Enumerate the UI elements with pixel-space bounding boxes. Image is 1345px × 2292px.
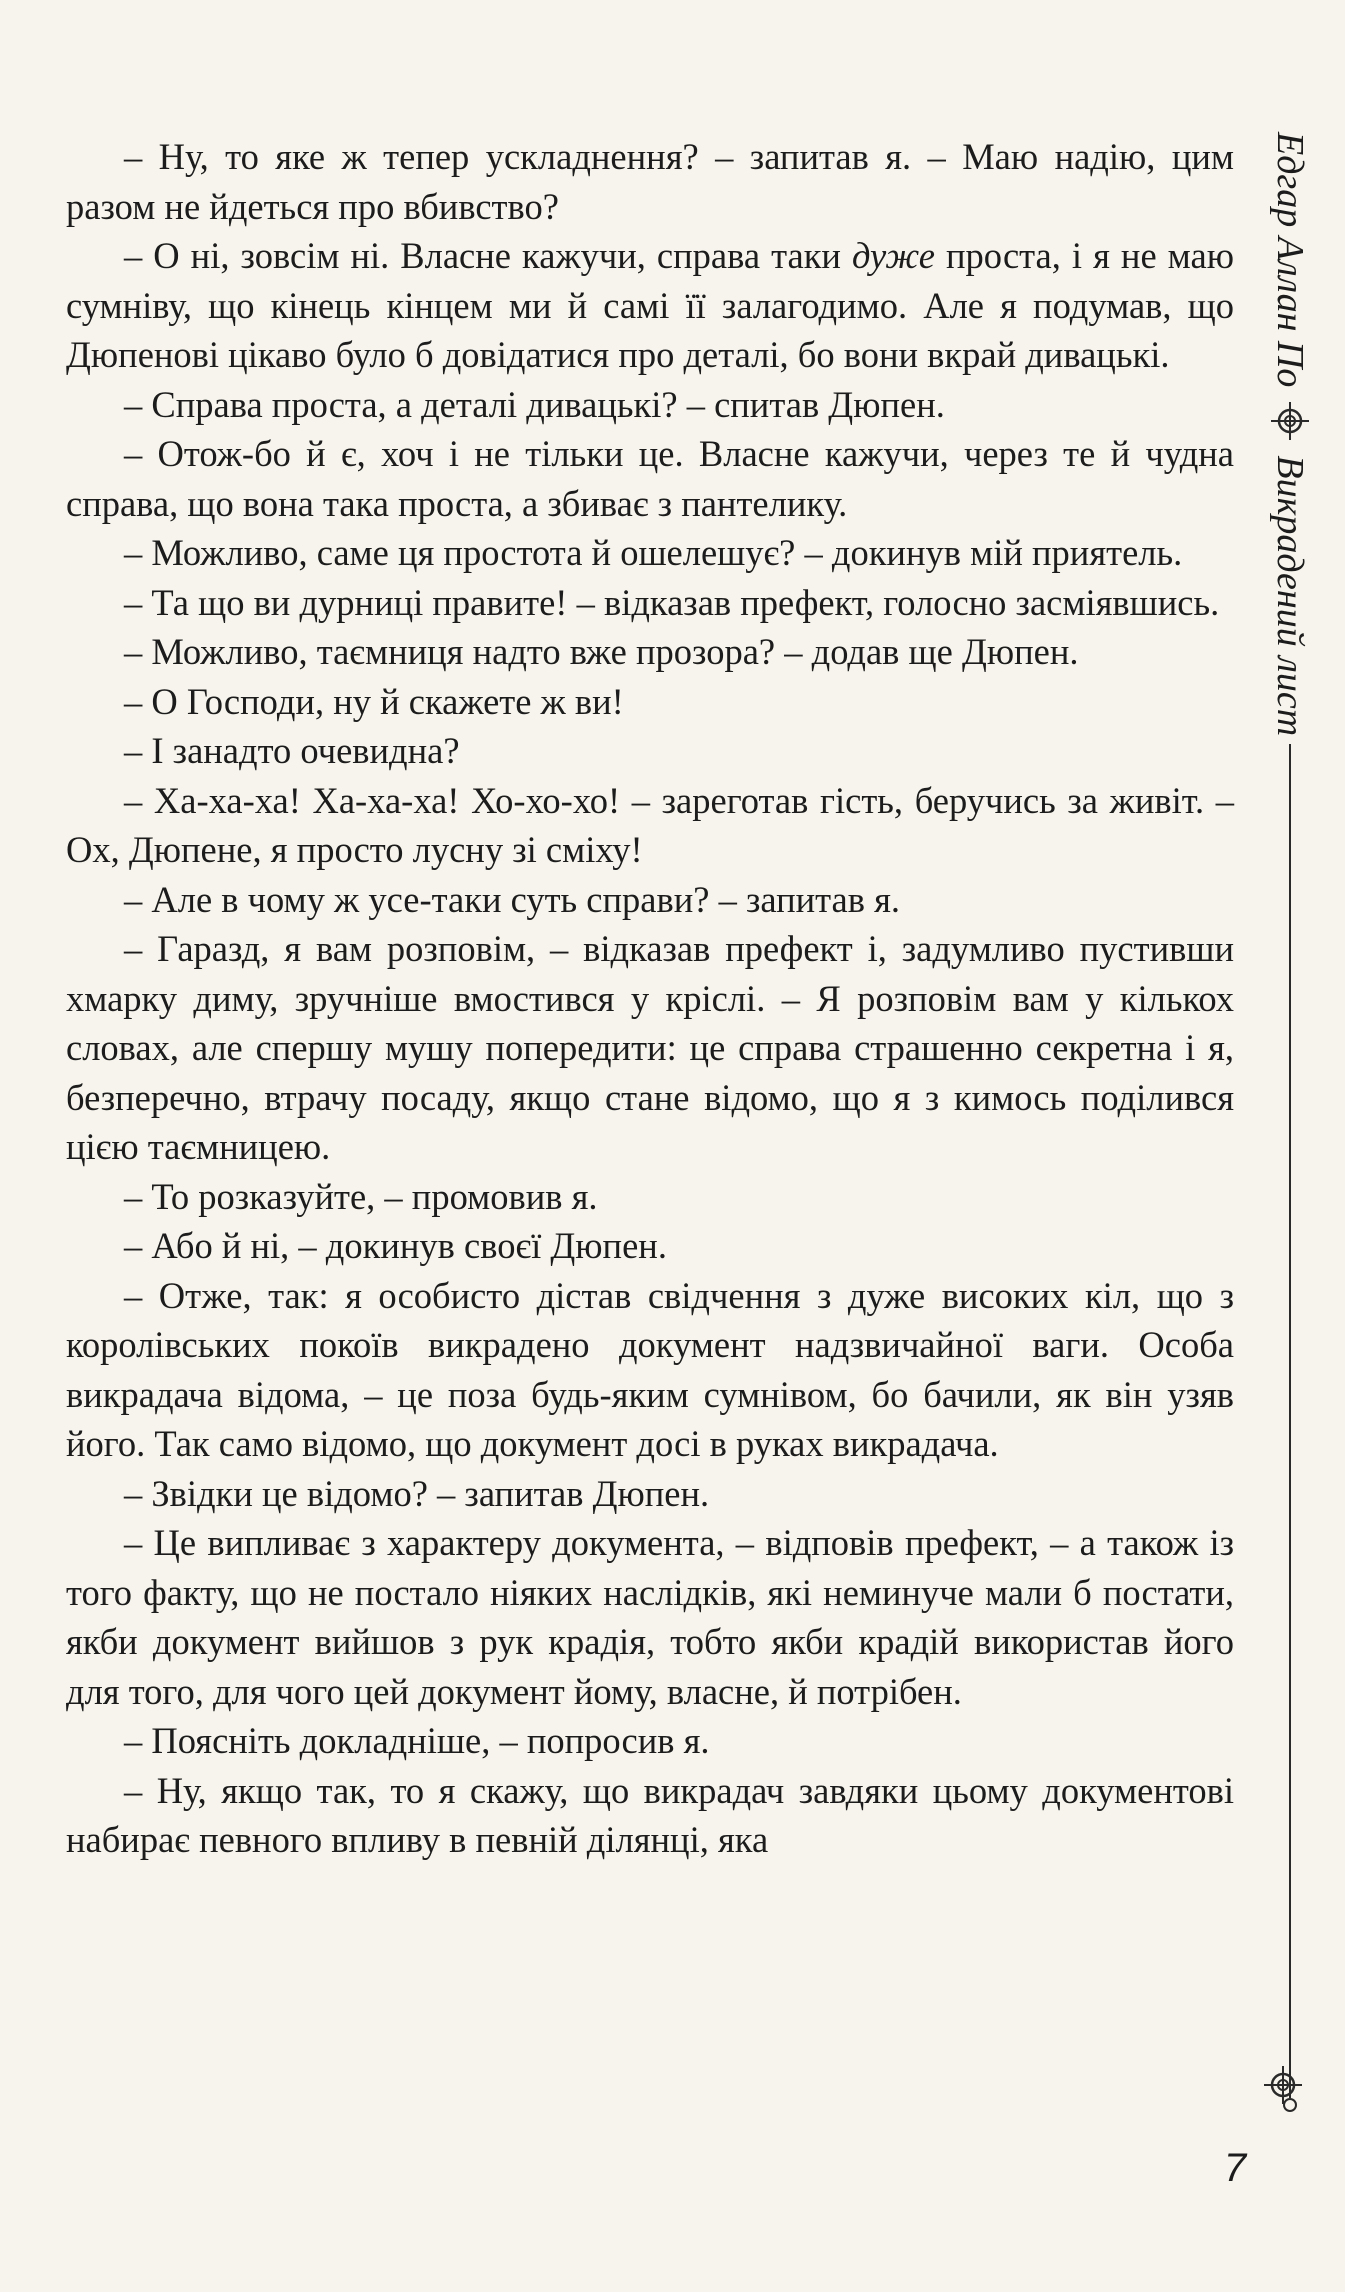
paragraph: – Та що ви дурниці правите! – відказав префект, голосно засміявшись. (124, 581, 1220, 623)
running-head-author: Едгар Аллан По (1269, 132, 1311, 388)
paragraph: – Справа проста, а деталі дивацькі? – спитав Дюпен. (124, 383, 945, 425)
paragraph: – Поясніть докладніше, – попросив я. (124, 1720, 710, 1761)
rule-line (1289, 744, 1291, 2098)
paragraph: – О Господи, ну й скажете ж ви! (124, 680, 624, 722)
crosshair-ornament-icon (1270, 401, 1310, 441)
crosshair-ornament-icon (1263, 2065, 1303, 2110)
paragraph: – То розказуйте, – промовив я. (124, 1175, 598, 1217)
running-head-title: Викрадений лист (1269, 455, 1311, 737)
paragraph: – Але в чому ж усе-таки суть справи? – запитав я. (124, 878, 901, 920)
paragraph: – І занадто очевидна? (124, 730, 460, 771)
paragraph: – Ха-ха-ха! Ха-ха-ха! Хо-хо-хо! – зареготав гість, беручись за живіт. – Ох, Дюпене, я просто лусну зі сміху! (66, 779, 1234, 870)
body-text (66, 132, 1234, 1865)
paragraph: – Ну, то яке ж тепер ускладнення? – запитав я. – Маю надію, цим разом не йдеться про вбивство? (66, 136, 1234, 227)
paragraph: – Можливо, таємниця надто вже прозора? – додав ще Дюпен. (124, 631, 1079, 672)
page-number: 7 (1223, 2146, 1247, 2190)
paragraph: – Можливо, саме ця простота й ошелешує? – докинув мій приятель. (124, 532, 1183, 573)
paragraph: – Отож-бо й є, хоч і не тільки це. Власне кажучи, через те й чудна справа, що вона така проста, а збиває з пантелику. (66, 433, 1234, 524)
emphasis: дуже (852, 235, 935, 276)
paragraph: – Гаразд, я вам розповім, – відказав префект і, задумливо пустивши хмарку диму, зручніше вмостився у кріслі. – Я розповім вам у кількох словах, але спершу мушу попередити: це справа страшенно секретна і я, безперечно, втрачу посаду, якщо стане відомо, що я з кимось поділився цією таємницею. (66, 928, 1234, 1167)
running-head (1250, 132, 1330, 2112)
paragraph: – Отже, так: я особисто дістав свідчення з дуже високих кіл, що з королівських покоїв викрадено документ надзвичайної ваги. Особа викрадача відома, – це поза будь-яким сумнівом, бо бачили, як він узяв його. Так само відомо, що документ досі в руках викрадача. (66, 1274, 1234, 1464)
paragraph: – Звідки це відомо? – запитав Дюпен. (124, 1472, 710, 1514)
paragraph: – Або й ні, – докинув своєї Дюпен. (124, 1225, 667, 1266)
paragraph: – Ну, якщо так, то я скажу, що викрадач завдяки цьому документові набирає певного впливу в певній ділянці, яка (66, 1769, 1234, 1860)
paragraph: – Це випливає з характеру документа, – відповів префект, – а також із того факту, що не постало ніяких наслідків, які неминуче мали б постати, якби документ вийшов з рук крадія, тобто якби крадій використав його для того, для чого цей документ йому, власне, й потрібен. (66, 1522, 1234, 1712)
paragraph: – О ні, зовсім ні. Власне кажучи, справа таки дуже проста, і я не маю сумніву, що кінець кінцем ми й самі її залагодимо. Але я подумав, що Дюпенові цікаво було б довідатися про деталі, бо вони вкрай дивацькі. (66, 235, 1234, 375)
